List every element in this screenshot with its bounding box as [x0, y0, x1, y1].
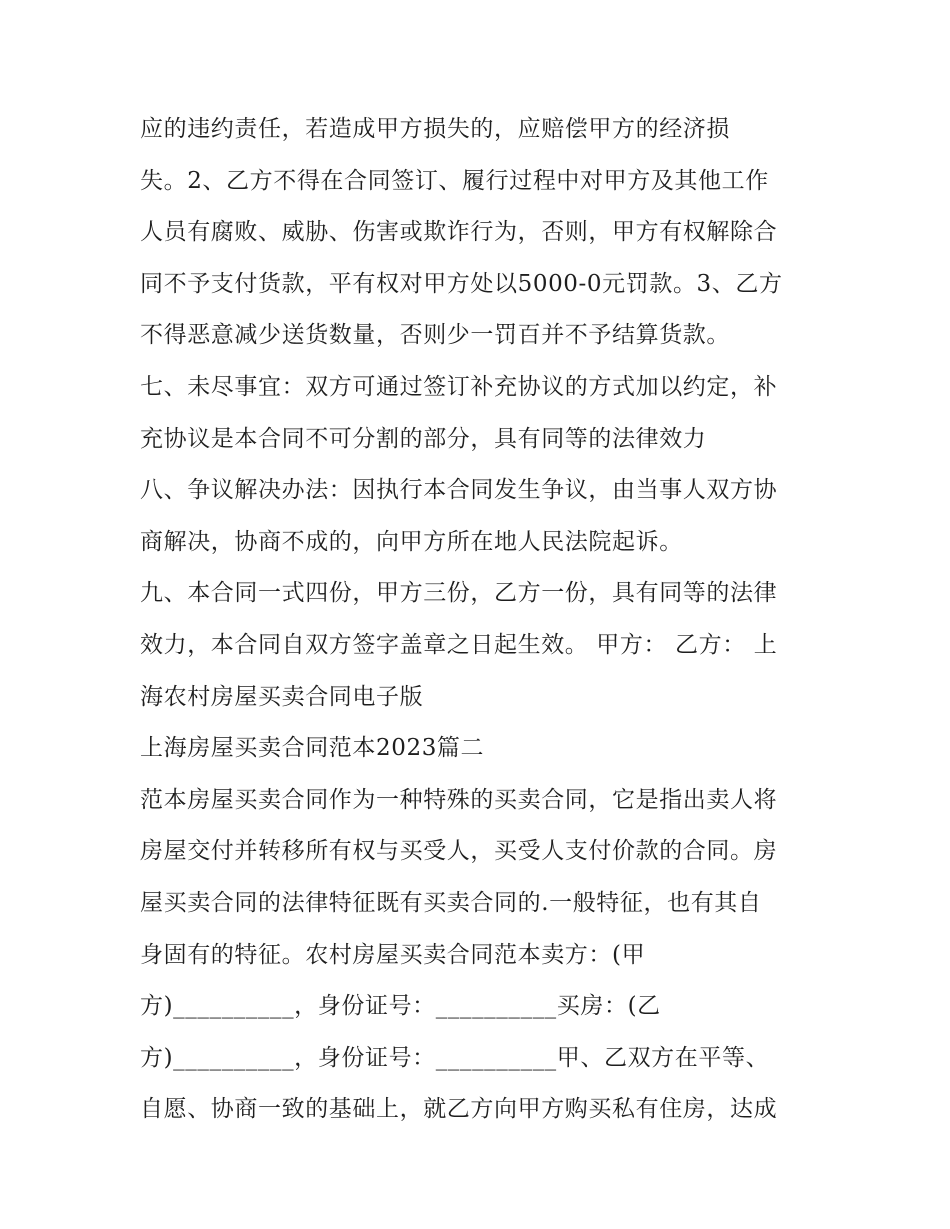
text-line: 充协议是本合同不可分割的部分，具有同等的法律效力 — [140, 425, 707, 452]
text-line: 同不予支付货款，平有权对甲方处以5000-0元罚款。3、乙方 — [140, 270, 783, 297]
text-line: 七、未尽事宜：双方可通过签订补充协议的方式加以约定，补 — [140, 373, 778, 400]
text-line: 不得恶意减少送货数量，否则少一罚百并不予结算货款。 — [140, 322, 730, 349]
text-line: 失。2、乙方不得在合同签订、履行过程中对甲方及其他工作 — [140, 167, 769, 194]
section-heading: 上海房屋买卖合同范本2023篇二 — [140, 735, 485, 762]
text-line: 自愿、协商一致的基础上，就乙方向甲方购买私有住房，达成 — [140, 1096, 778, 1123]
text-line: 范本房屋买卖合同作为一种特殊的买卖合同，它是指出卖人将 — [140, 786, 778, 813]
text-line: 九、本合同一式四份，甲方三份，乙方一份，具有同等的法律 — [140, 580, 778, 607]
text-line: 方)__________，身份证号：__________甲、乙双方在平等、 — [140, 1044, 770, 1071]
document-body — [140, 104, 820, 1136]
text-line: 屋买卖合同的法律特征既有买卖合同的.一般特征，也有其自 — [140, 889, 762, 916]
text-line: 商解决，协商不成的，向甲方所在地人民法院起诉。 — [140, 528, 683, 555]
text-line: 应的违约责任，若造成甲方损失的，应赔偿甲方的经济损 — [140, 116, 730, 142]
text-line: 房屋交付并转移所有权与买受人，买受人支付价款的合同。房 — [140, 838, 778, 865]
text-line: 海农村房屋买卖合同电子版 — [140, 683, 424, 710]
text-line: 八、争议解决办法：因执行本合同发生争议，由当事人双方协 — [140, 477, 778, 504]
text-line: 身固有的特征。农村房屋买卖合同范本卖方：(甲 — [140, 941, 646, 968]
text-line: 效力，本合同自双方签字盖章之日起生效。 甲方： 乙方： 上 — [140, 631, 778, 658]
text-line: 人员有腐败、威胁、伤害或欺诈行为，否则，甲方有权解除合 — [140, 219, 778, 246]
text-line: 方)__________，身份证号：__________买房：(乙 — [140, 993, 661, 1020]
